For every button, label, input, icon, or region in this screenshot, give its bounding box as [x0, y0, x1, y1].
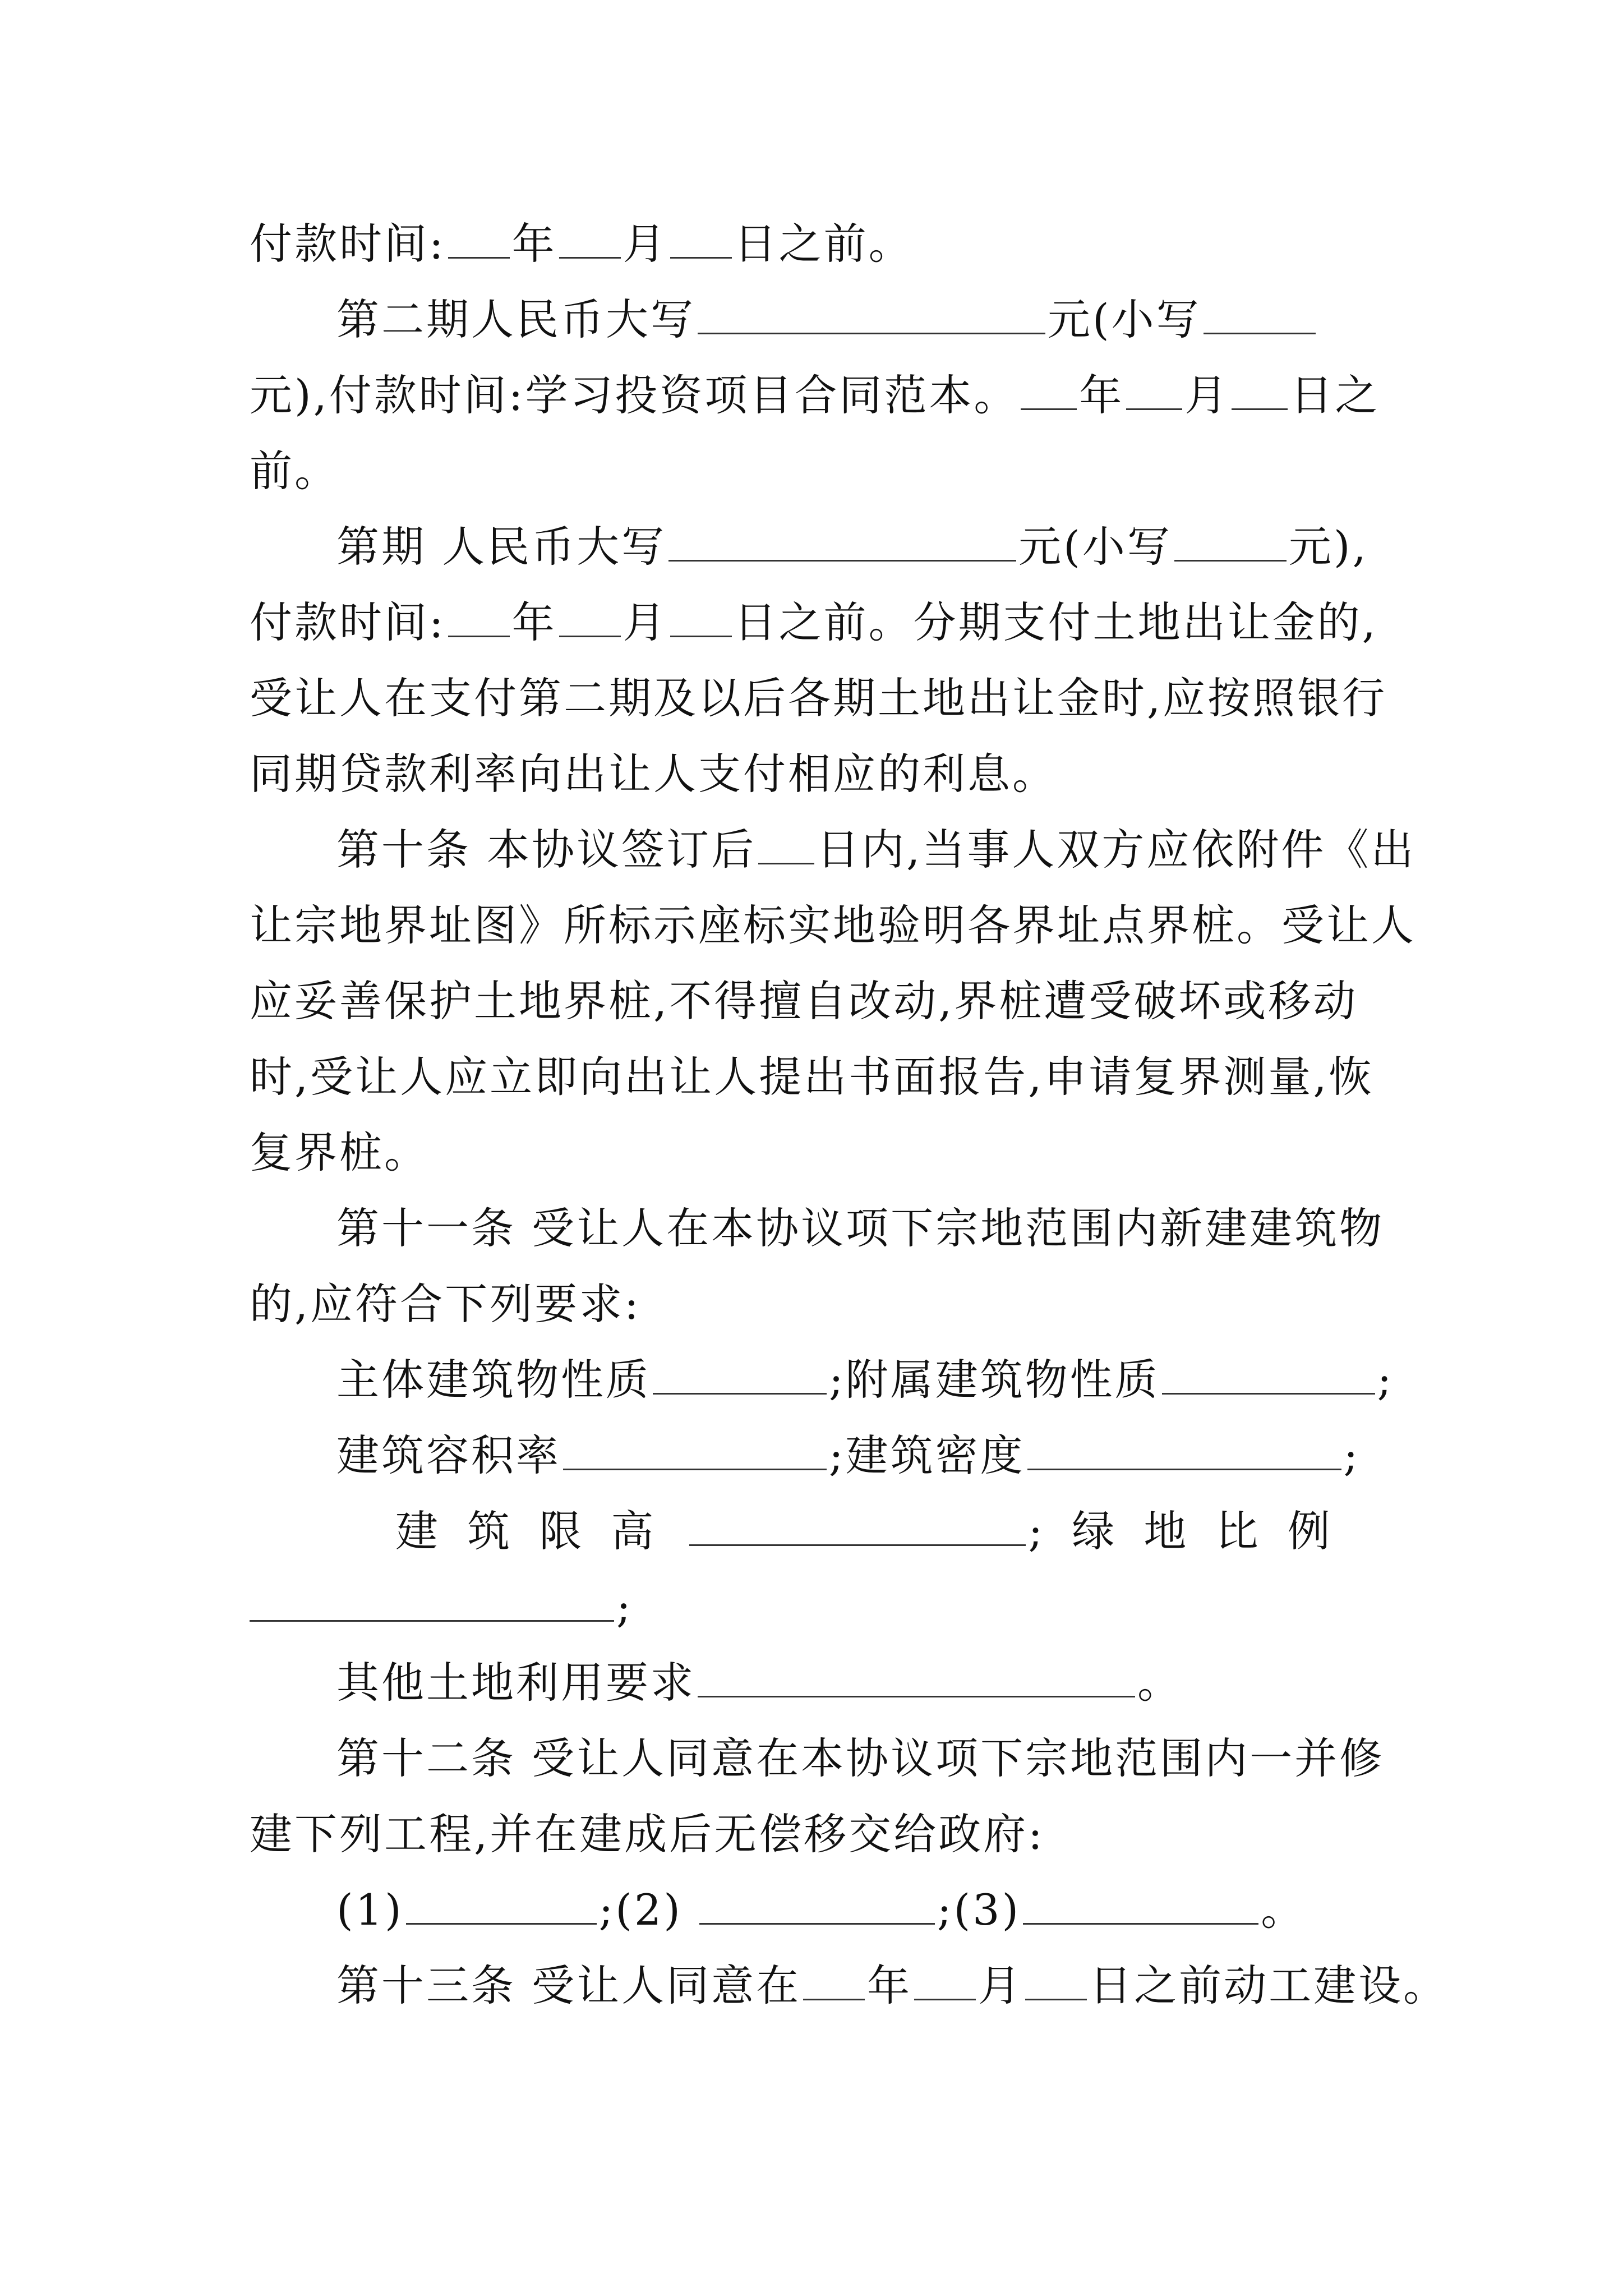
text-segment: 年 — [867, 1961, 912, 2010]
text-line — [250, 1273, 1394, 1335]
text-line — [336, 1879, 1481, 1941]
fill-blank[interactable] — [914, 1964, 976, 2000]
text-segment: 受让人在支付第二期及以后各期土地出让金时,应按照银行 — [250, 673, 1387, 723]
text-segment: 元),付款时间:学习投资项目合同范本。 — [250, 370, 1019, 420]
text-line — [336, 1425, 1481, 1487]
text-segment: ;附属建筑物性质 — [829, 1355, 1160, 1405]
fill-blank[interactable] — [563, 1434, 827, 1470]
text-segment: 第十条 本协议签订后 — [336, 825, 757, 875]
text-segment: 付款时间: — [250, 597, 446, 647]
text-line — [336, 1652, 1481, 1714]
text-line — [336, 1198, 1481, 1259]
text-segment: ; — [616, 1582, 633, 1632]
text-line — [250, 1803, 1394, 1865]
fill-blank[interactable] — [559, 222, 621, 259]
fill-blank[interactable] — [250, 1585, 614, 1622]
text-line — [250, 1576, 1394, 1638]
text-segment: 建 筑 限 高 — [395, 1506, 662, 1556]
fill-blank[interactable] — [758, 828, 814, 864]
text-segment: 月 — [623, 597, 668, 647]
text-line — [336, 516, 1481, 578]
fill-blank[interactable] — [1025, 1964, 1087, 2000]
text-segment: 日之前。分期支付土地出让金的, — [734, 597, 1378, 647]
text-segment: 建筑容积率 — [336, 1430, 561, 1480]
fill-blank[interactable] — [1027, 1434, 1341, 1470]
text-segment: 。 — [1137, 1658, 1182, 1708]
text-segment: 日之前。 — [734, 219, 914, 269]
text-segment: 月 — [1184, 370, 1230, 420]
text-line — [250, 895, 1416, 956]
text-line — [336, 289, 1481, 351]
fill-blank[interactable] — [1174, 525, 1287, 562]
fill-blank[interactable] — [1204, 298, 1316, 334]
text-segment: 时,受让人应立即向出让人提出书面报告,申请复界测量,恢 — [250, 1052, 1374, 1102]
text-line — [250, 365, 1394, 426]
text-segment: 年 — [1079, 370, 1124, 420]
text-segment: 第十三条 受让人同意在 — [336, 1961, 801, 2010]
text-line — [250, 592, 1394, 654]
fill-blank[interactable] — [698, 1661, 1135, 1697]
text-segment: 第十一条 受让人在本协议项下宗地范围内新建建筑物 — [336, 1203, 1385, 1253]
text-segment: 应妥善保护土地界桩,不得擅自改动,界桩遭受破坏或移动 — [250, 976, 1358, 1026]
text-line — [336, 1728, 1481, 1789]
fill-blank[interactable] — [1023, 1888, 1258, 1925]
fill-blank[interactable] — [668, 525, 1016, 562]
fill-blank[interactable] — [559, 601, 621, 637]
text-segment: ; — [1343, 1430, 1361, 1480]
text-segment: 日内,当事人双方应依附件《出 — [817, 825, 1416, 875]
text-segment: 元(小写 — [1018, 522, 1172, 572]
text-segment: 日之前动工建设。 — [1089, 1961, 1449, 2010]
fill-blank[interactable] — [689, 1510, 1026, 1546]
fill-blank[interactable] — [448, 222, 510, 259]
text-line — [250, 1046, 1394, 1108]
text-line — [336, 819, 1481, 881]
text-line — [250, 970, 1394, 1032]
fill-blank[interactable] — [670, 601, 732, 637]
text-segment: 建下列工程,并在建成后无偿移交给政府: — [250, 1809, 1045, 1859]
text-segment: 月 — [623, 219, 668, 269]
fill-blank[interactable] — [698, 298, 1045, 334]
text-segment: 元), — [1288, 522, 1368, 572]
text-segment: 月 — [978, 1961, 1023, 2010]
text-segment: 第十二条 受让人同意在本协议项下宗地范围内一并修 — [336, 1733, 1385, 1783]
text-segment: 第期 人民币大写 — [336, 522, 667, 572]
fill-blank[interactable] — [803, 1964, 865, 2000]
text-segment: 年 — [511, 219, 557, 269]
text-line — [336, 1955, 1481, 2017]
text-segment: 年 — [511, 597, 557, 647]
fill-blank[interactable] — [670, 222, 732, 259]
fill-blank[interactable] — [1021, 374, 1077, 410]
text-line — [250, 743, 1394, 805]
text-line — [336, 1349, 1481, 1411]
text-segment: (1) — [336, 1885, 404, 1935]
text-segment: 的,应符合下列要求: — [250, 1279, 641, 1329]
text-segment: 复界桩。 — [250, 1128, 429, 1177]
text-line — [250, 668, 1394, 729]
fill-blank[interactable] — [1126, 374, 1182, 410]
text-segment: ; 绿 地 比 例 — [1028, 1506, 1338, 1556]
text-line — [250, 440, 1394, 502]
text-segment: 同期贷款利率向出让人支付相应的利息。 — [250, 749, 1057, 799]
text-line — [395, 1501, 1539, 1562]
text-segment: 元(小写 — [1048, 295, 1201, 344]
fill-blank[interactable] — [406, 1888, 597, 1925]
fill-blank[interactable] — [699, 1888, 935, 1925]
text-segment: 日之 — [1290, 370, 1380, 420]
fill-blank[interactable] — [1162, 1358, 1375, 1395]
text-segment: ;建筑密度 — [829, 1430, 1025, 1480]
fill-blank[interactable] — [653, 1358, 827, 1395]
text-line — [250, 213, 1394, 275]
text-segment: 主体建筑物性质 — [336, 1355, 651, 1405]
text-line — [250, 1122, 1394, 1184]
text-segment: 。 — [1261, 1885, 1306, 1935]
text-segment: 第二期人民币大写 — [336, 295, 695, 344]
text-segment: 其他土地利用要求 — [336, 1658, 695, 1708]
text-segment: ;(3) — [937, 1885, 1021, 1935]
fill-blank[interactable] — [448, 601, 510, 637]
text-segment: 付款时间: — [250, 219, 446, 269]
text-segment: 前。 — [250, 446, 339, 496]
text-segment: ; — [1377, 1355, 1394, 1405]
fill-blank[interactable] — [1232, 374, 1288, 410]
text-segment: ;(2) — [598, 1885, 683, 1935]
text-segment: 让宗地界址图》所标示座标实地验明各界址点界桩。受让人 — [250, 900, 1416, 950]
